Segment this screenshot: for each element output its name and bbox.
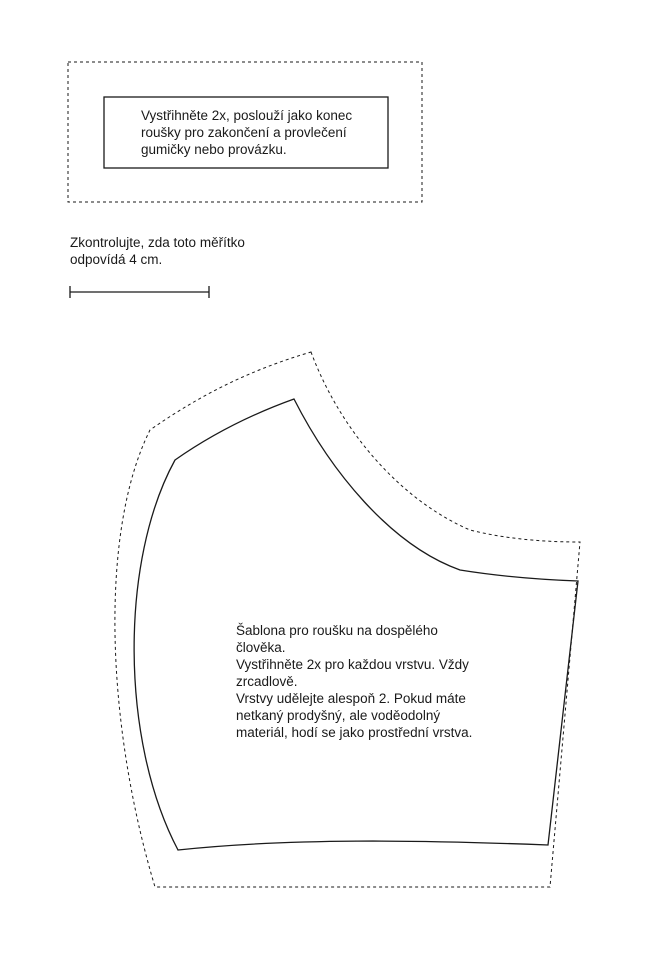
scale-line: Zkontrolujte, zda toto měřítko	[70, 235, 245, 250]
strip-line: Vystřihněte 2x, poslouží jako konec	[141, 108, 353, 123]
strip-line: gumičky nebo provázku.	[141, 142, 287, 157]
scale-bar	[70, 286, 209, 298]
strip-instructions	[141, 107, 381, 158]
mask-line: Vrstvy udělejte alespoň 2. Pokud máte	[236, 691, 466, 706]
scale-line: odpovídá 4 cm.	[70, 252, 163, 267]
mask-cut-line	[115, 352, 580, 887]
mask-line: člověka.	[236, 640, 286, 655]
mask-line: netkaný prodyšný, ale voděodolný	[236, 708, 441, 723]
mask-line: Šablona pro roušku na dospělého	[236, 623, 438, 638]
mask-line: materiál, hodí se jako prostřední vrstva.	[236, 725, 473, 740]
scale-instructions	[70, 234, 290, 268]
mask-line: Vystřihněte 2x pro každou vrstvu. Vždy	[236, 657, 469, 672]
mask-line: zrcadlově.	[236, 674, 298, 689]
strip-line: roušky pro zakončení a provlečení	[141, 125, 347, 140]
mask-instructions	[236, 622, 496, 741]
